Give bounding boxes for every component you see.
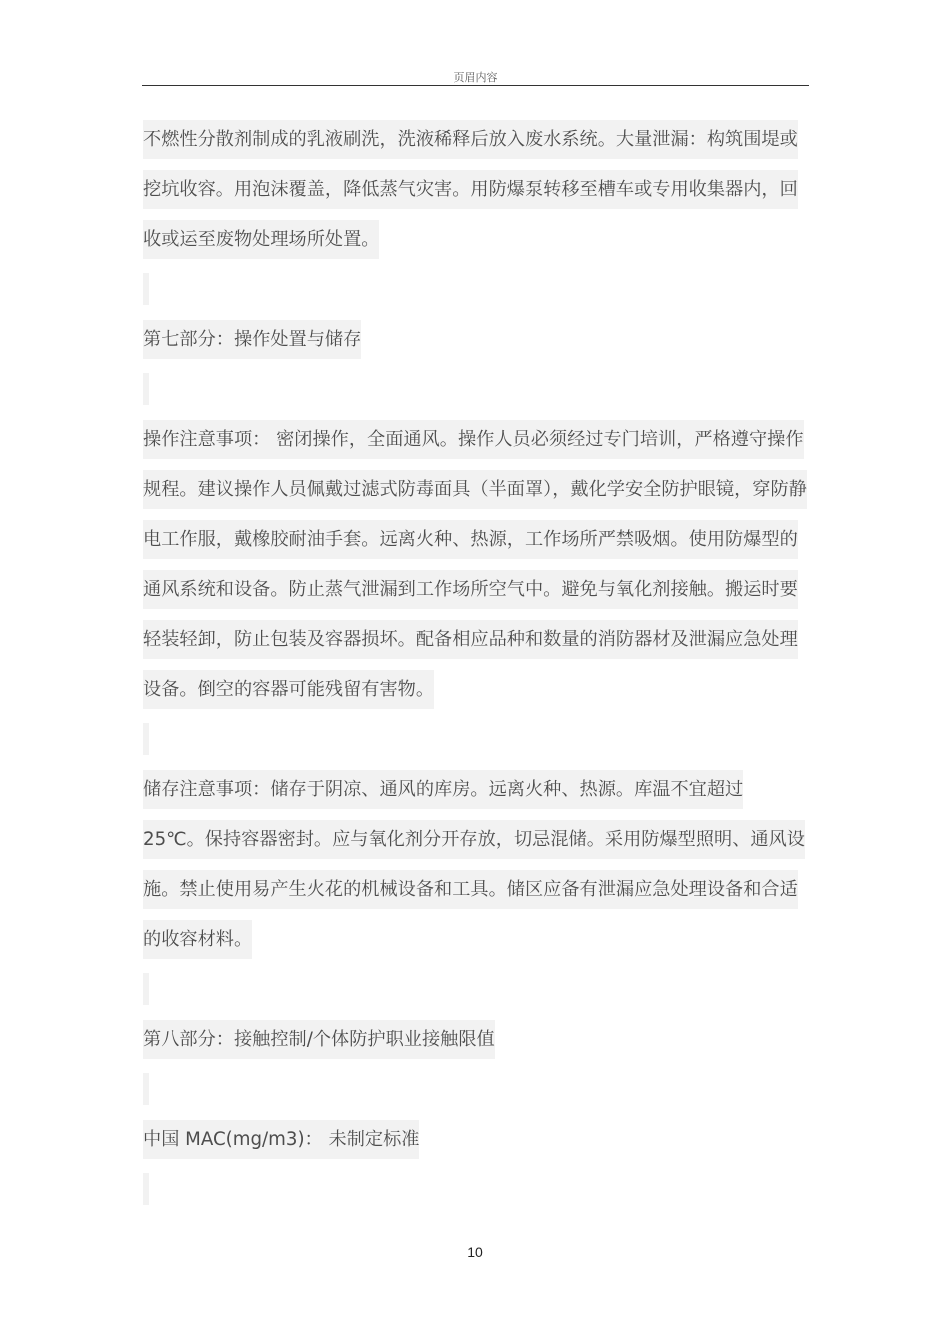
page-number: 10 [467,1244,483,1260]
paragraph-spill-response: 不燃性分散剂制成的乳液刷洗，洗液稀释后放入废水系统。大量泄漏：构筑围堤或挖坑收容。用泡沫覆盖，降低蒸气灾害。用防爆泵转移至槽车或专用收集器内，回收或运至废物处理场所处置。 [143,115,808,265]
empty-line [143,365,808,415]
empty-line [143,1065,808,1115]
document-body [143,115,808,1215]
empty-line [143,715,808,765]
empty-line [143,965,808,1015]
section-7-heading: 第七部分：操作处置与储存 [143,315,808,365]
empty-line [143,1165,808,1215]
section-8-heading: 第八部分：接触控制/个体防护职业接触限值 [143,1015,808,1065]
header-text: 页眉内容 [453,71,498,84]
paragraph-storage-precautions: 储存注意事项：储存于阴凉、通风的库房。远离火种、热源。库温不宜超过 25℃。保持容器密封。应与氧化剂分开存放，切忌混储。采用防爆型照明、通风设施。禁止使用易产生火花的机械设备和工具。储区应备有泄漏应急处理设备和合适的收容材料。 [143,765,808,965]
china-mac-line: 中国 MAC(mg/m3)： 未制定标准 [143,1115,808,1165]
paragraph-handling-precautions: 操作注意事项： 密闭操作，全面通风。操作人员必须经过专门培训，严格遵守操作规程。建议操作人员佩戴过滤式防毒面具（半面罩），戴化学安全防护眼镜，穿防静电工作服，戴橡胶耐油手套。远离火种、热源，工作场所严禁吸烟。使用防爆型的通风系统和设备。防止蒸气泄漏到工作场所空气中。避免与氧化剂接触。搬运时要轻装轻卸，防止包装及容器损坏。配备相应品种和数量的消防器材及泄漏应急处理设备。倒空的容器可能残留有害物。 [143,415,808,715]
page-header [142,66,809,86]
empty-line [143,265,808,315]
